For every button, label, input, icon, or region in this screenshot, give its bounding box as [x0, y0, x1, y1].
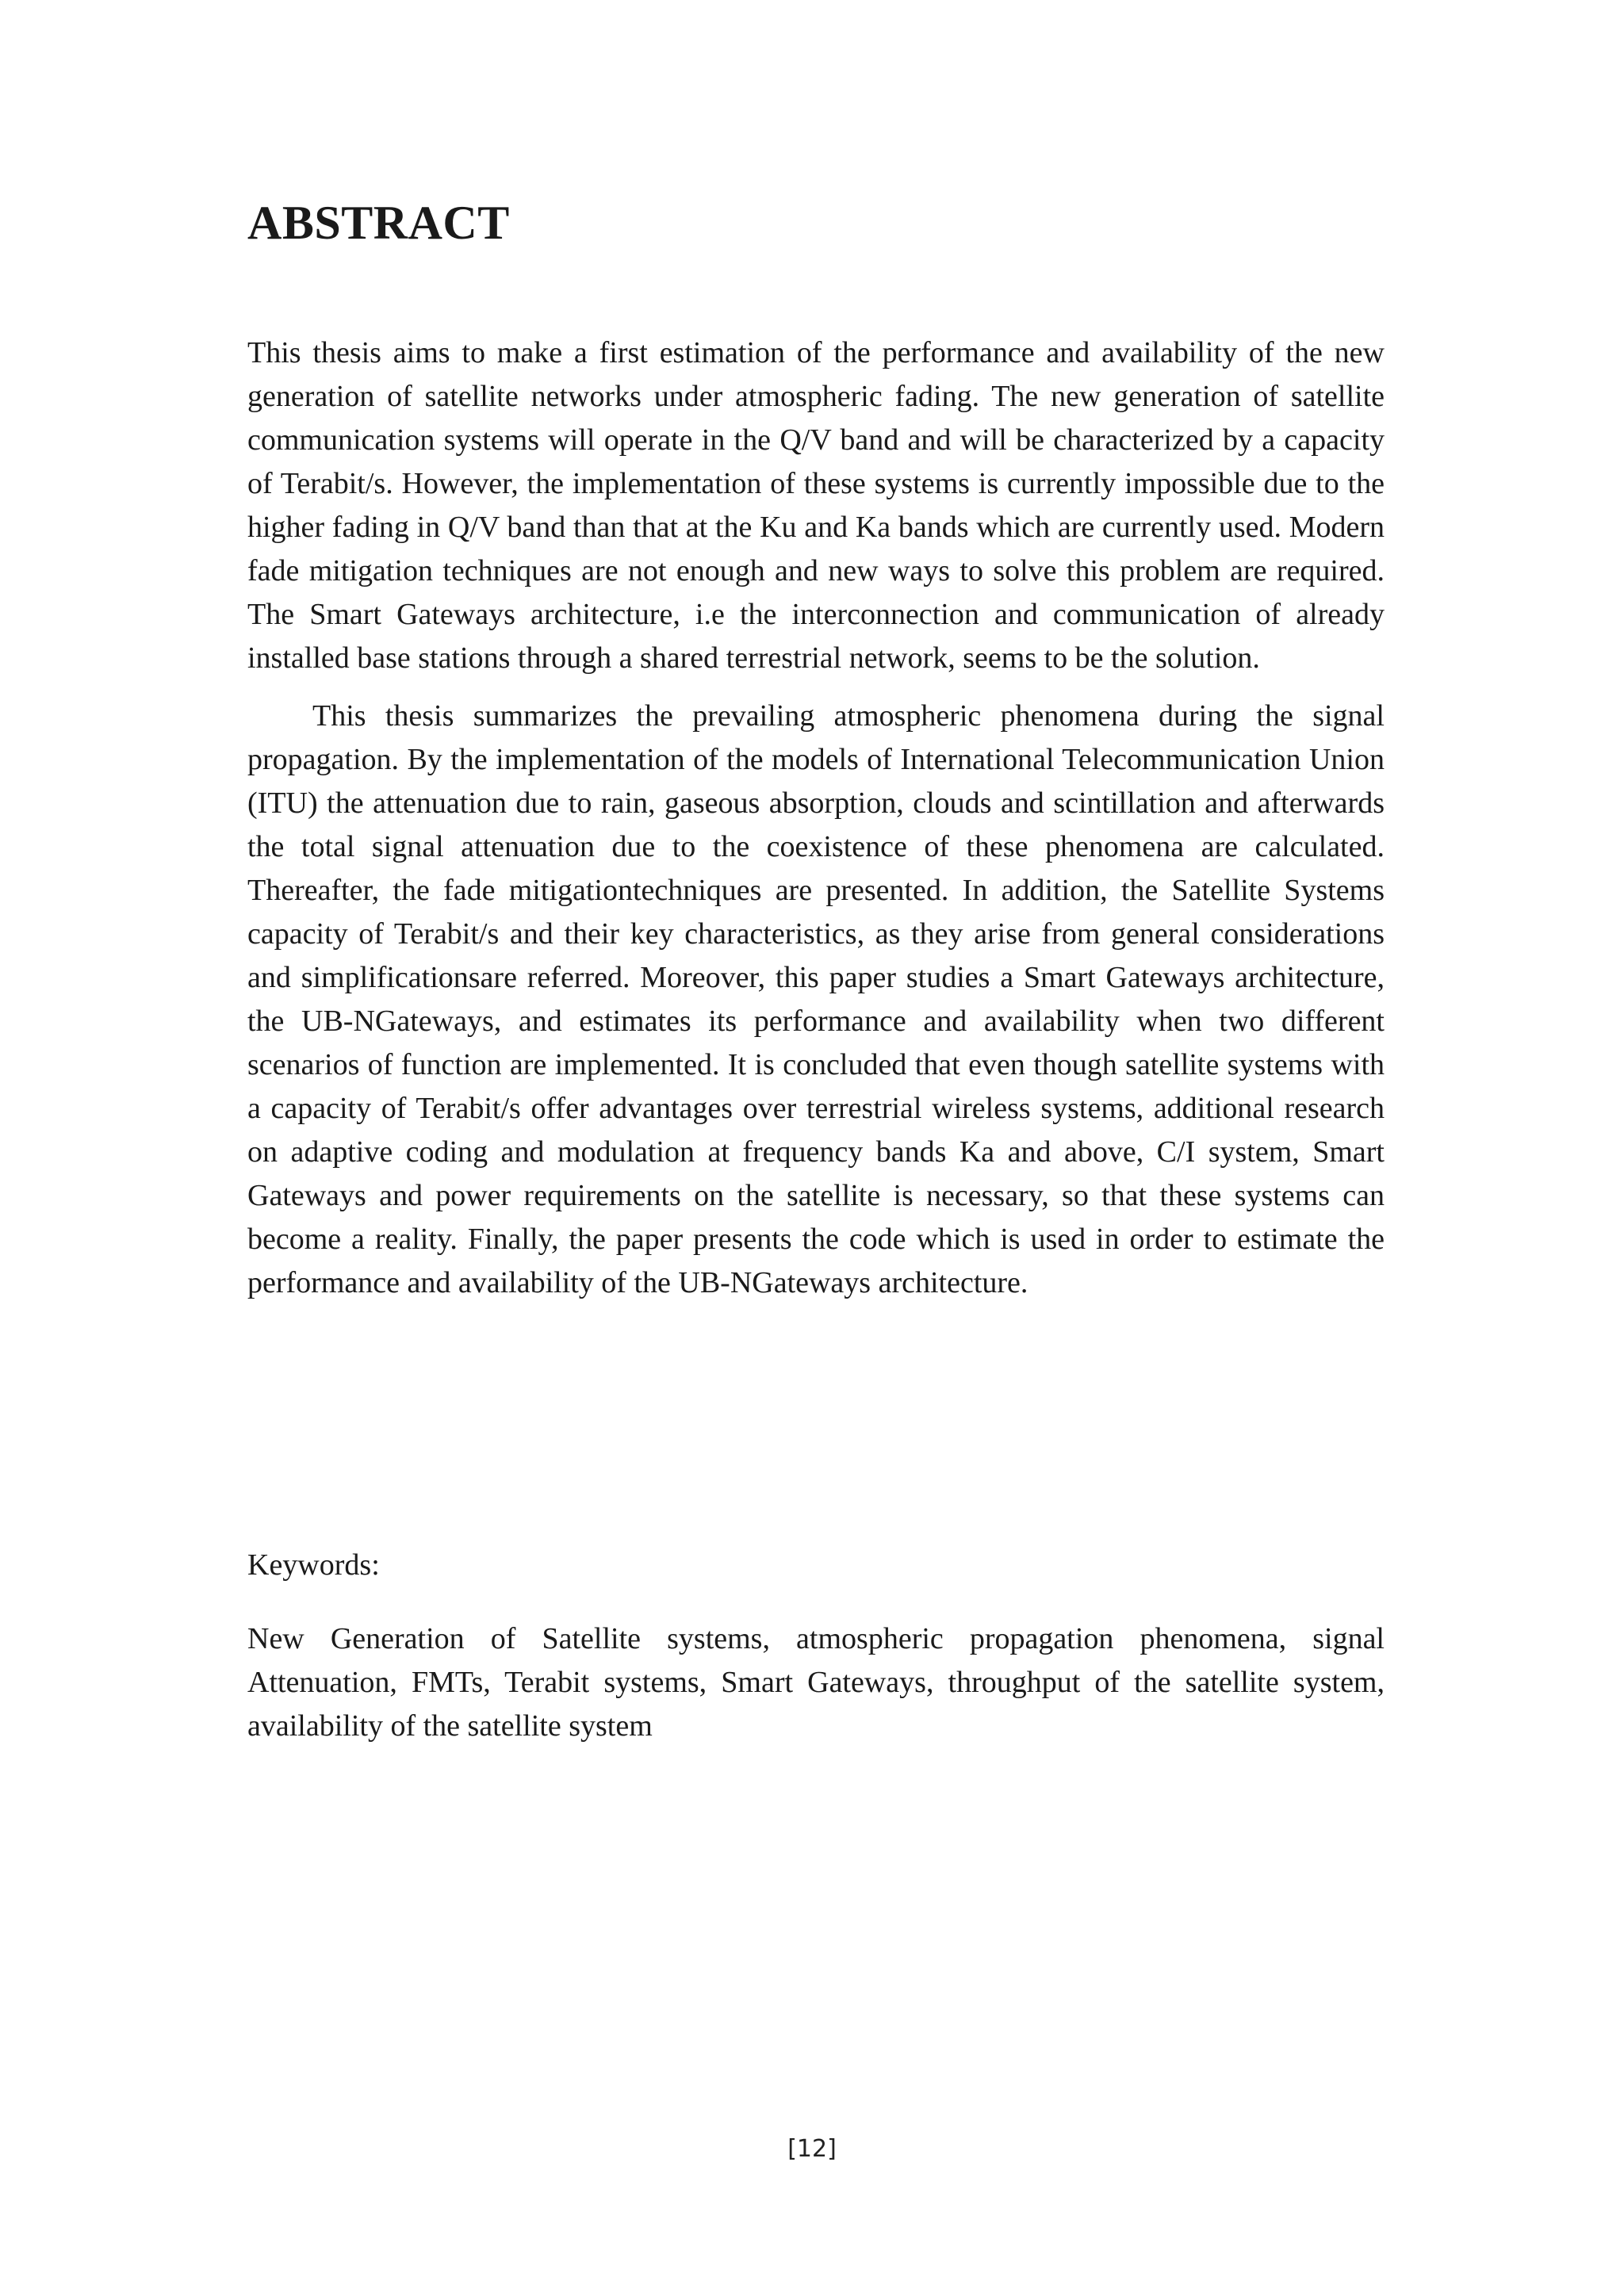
abstract-body: [247, 331, 1385, 1305]
abstract-heading: ABSTRACT: [247, 197, 510, 249]
page-number: [12]: [787, 2135, 837, 2163]
keywords-list: New Generation of Satellite systems, atmospheric propagation phenomena, signal Attenuation, FMTs, Terabit systems, Smart Gateways, throughput of the satellite system, availability of the satellite system: [247, 1622, 1385, 1743]
document-page: [247, 0, 1385, 2296]
abstract-paragraph-1: This thesis aims to make a first estimation of the performance and availability of the new generation of satellite networks under atmospheric fading. The new generation of satellite communication systems will operate in the Q/V band and will be characterized by a capacity of Terabit/s. However, the implementation of these systems is currently impossible due to the higher fading in Q/V band than that at the Ku and Ka bands which are currently used. Modern fade mitigation techniques are not enough and new ways to solve this problem are required. The Smart Gateways architecture, i.e the interconnection and communication of already installed base stations through a shared terrestrial network, seems to be the solution.: [247, 336, 1385, 675]
abstract-paragraph-2: This thesis summarizes the prevailing atmospheric phenomena during the signal propagation. By the implementation of the models of International Telecommunication Union (ITU) the attenuation due to rain, gaseous absorption, clouds and scintillation and afterwards the total signal attenuation due to the coexistence of these phenomena are calculated. Thereafter, the fade mitigationtechniques are presented. In addition, the Satellite Systems capacity of Terabit/s and their key characteristics, as they arise from general considerations and simplificationsare referred. Moreover, this paper studies a Smart Gateways architecture, the UB-NGateways, and estimates its performance and availability when two different scenarios of function are implemented. It is concluded that even though satellite systems with a capacity of Terabit/s offer advantages over terrestrial wireless systems, additional research on adaptive coding and modulation at frequency bands Ka and above, C/I system, Smart Gateways and power requirements on the satellite is necessary, so that these systems can become a reality. Finally, the paper presents the code which is used in order to estimate the performance and availability of the UB-NGateways architecture.: [247, 699, 1385, 1299]
keywords-label: Keywords:: [247, 1548, 380, 1582]
